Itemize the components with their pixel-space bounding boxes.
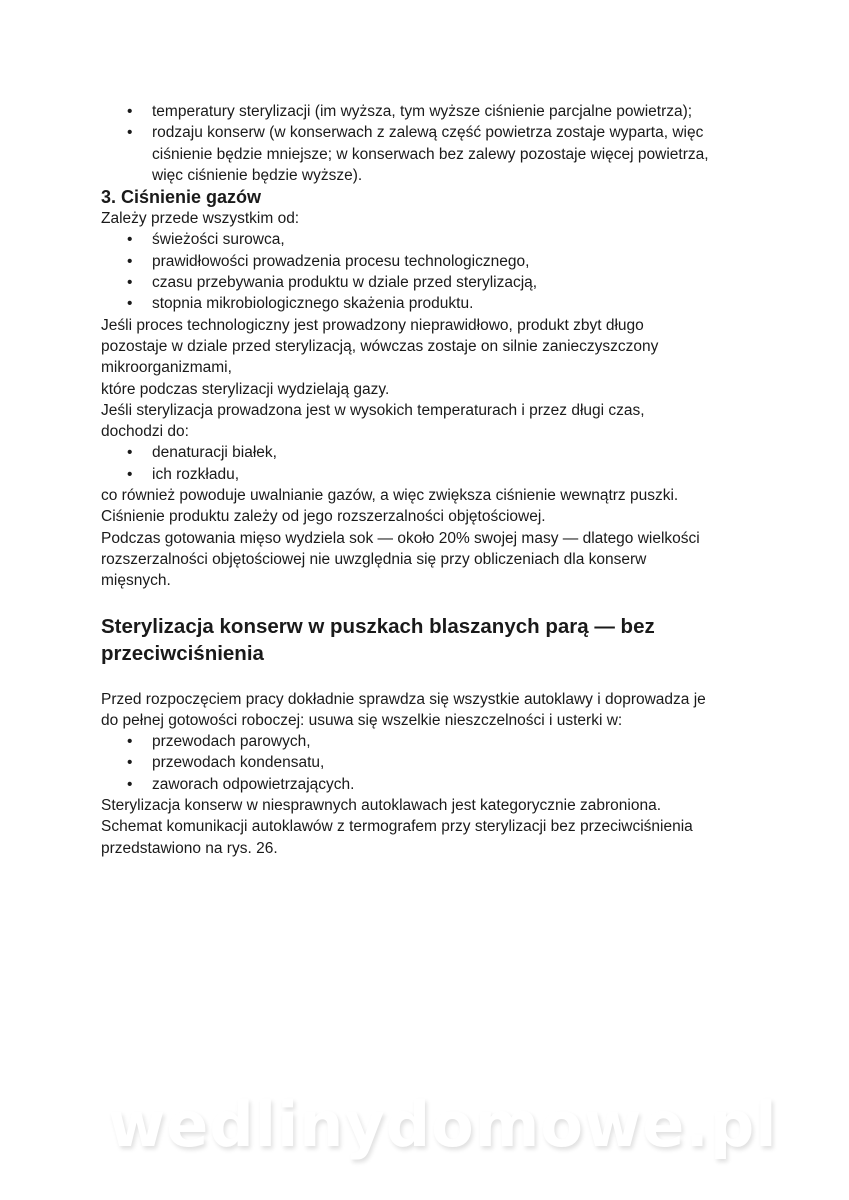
paragraph-line: dochodzi do: bbox=[101, 423, 189, 441]
heading-line: przeciwciśnienia bbox=[101, 641, 264, 665]
paragraph-line: przedstawiono na rys. 26. bbox=[101, 839, 278, 857]
list-item: • rodzaju konserw (w konserwach z zalewą część powietrza zostaje wyparta, więc bbox=[101, 122, 781, 143]
list-item: • ich rozkładu, bbox=[101, 464, 781, 485]
document-page bbox=[101, 101, 781, 859]
paragraph-line: mięsnych. bbox=[101, 572, 171, 590]
paragraph-line: które podczas sterylizacji wydzielają gazy. bbox=[101, 380, 390, 398]
section-heading-sterilization bbox=[101, 613, 781, 667]
list-item: • przewodach kondensatu, bbox=[101, 752, 781, 773]
list-item: • prawidłowości prowadzenia procesu technologicznego, bbox=[101, 251, 781, 272]
paragraph-line: do pełnej gotowości roboczej: usuwa się wszelkie nieszczelności i usterki w: bbox=[101, 711, 623, 729]
paragraph-line: Jeśli sterylizacja prowadzona jest w wysokich temperaturach i przez długi czas, bbox=[101, 401, 645, 419]
section-heading-gas-pressure: 3. Ciśnienie gazów bbox=[101, 187, 262, 208]
list-item: • temperatury sterylizacji (im wyższa, tym wyższe ciśnienie parcjalne powietrza); bbox=[101, 101, 781, 122]
paragraph-line: Ciśnienie produktu zależy od jego rozszerzalności objętościowej. bbox=[101, 508, 546, 526]
heading-line: Sterylizacja konserw w puszkach blaszanych parą — bez bbox=[101, 614, 655, 638]
list-item-continuation: ciśnienie będzie mniejsze; w konserwach bez zalewy pozostaje więcej powietrza, bbox=[152, 145, 709, 163]
list-item: • przewodach parowych, bbox=[101, 731, 781, 752]
watermark: wedlinydomowe.pl bbox=[108, 1088, 778, 1161]
paragraph-line: Jeśli proces technologiczny jest prowadzony nieprawidłowo, produkt zbyt długo bbox=[101, 316, 644, 334]
bullet-list-top bbox=[101, 101, 781, 186]
paragraph-line: mikroorganizmami, bbox=[101, 359, 232, 377]
paragraph-line: Przed rozpoczęciem pracy dokładnie sprawdza się wszystkie autoklawy i doprowadza je bbox=[101, 690, 706, 708]
list-item-continuation: więc ciśnienie będzie wyższe). bbox=[152, 166, 363, 184]
paragraph-line: Podczas gotowania mięso wydziela sok — około 20% swojej masy — dlatego wielkości bbox=[101, 529, 700, 547]
list-item: • denaturacji białek, bbox=[101, 442, 781, 463]
list-item: • świeżości surowca, bbox=[101, 229, 781, 250]
paragraph-line: Schemat komunikacji autoklawów z termografem przy sterylizacji bez przeciwciśnienia bbox=[101, 818, 693, 836]
paragraph-line: Zależy przede wszystkim od: bbox=[101, 210, 300, 228]
list-item: • stopnia mikrobiologicznego skażenia produktu. bbox=[101, 293, 781, 314]
paragraph-line: Sterylizacja konserw w niesprawnych autoklawach jest kategorycznie zabroniona. bbox=[101, 797, 661, 815]
paragraph-line: rozszerzalności objętościowej nie uwzględnia się przy obliczeniach dla konserw bbox=[101, 550, 647, 568]
list-item: • zaworach odpowietrzających. bbox=[101, 774, 781, 795]
paragraph-line: co również powoduje uwalnianie gazów, a więc zwiększa ciśnienie wewnątrz puszki. bbox=[101, 487, 679, 505]
list-item: • czasu przebywania produktu w dziale przed sterylizacją, bbox=[101, 272, 781, 293]
paragraph-line: pozostaje w dziale przed sterylizacją, wówczas zostaje on silnie zanieczyszczony bbox=[101, 337, 659, 355]
